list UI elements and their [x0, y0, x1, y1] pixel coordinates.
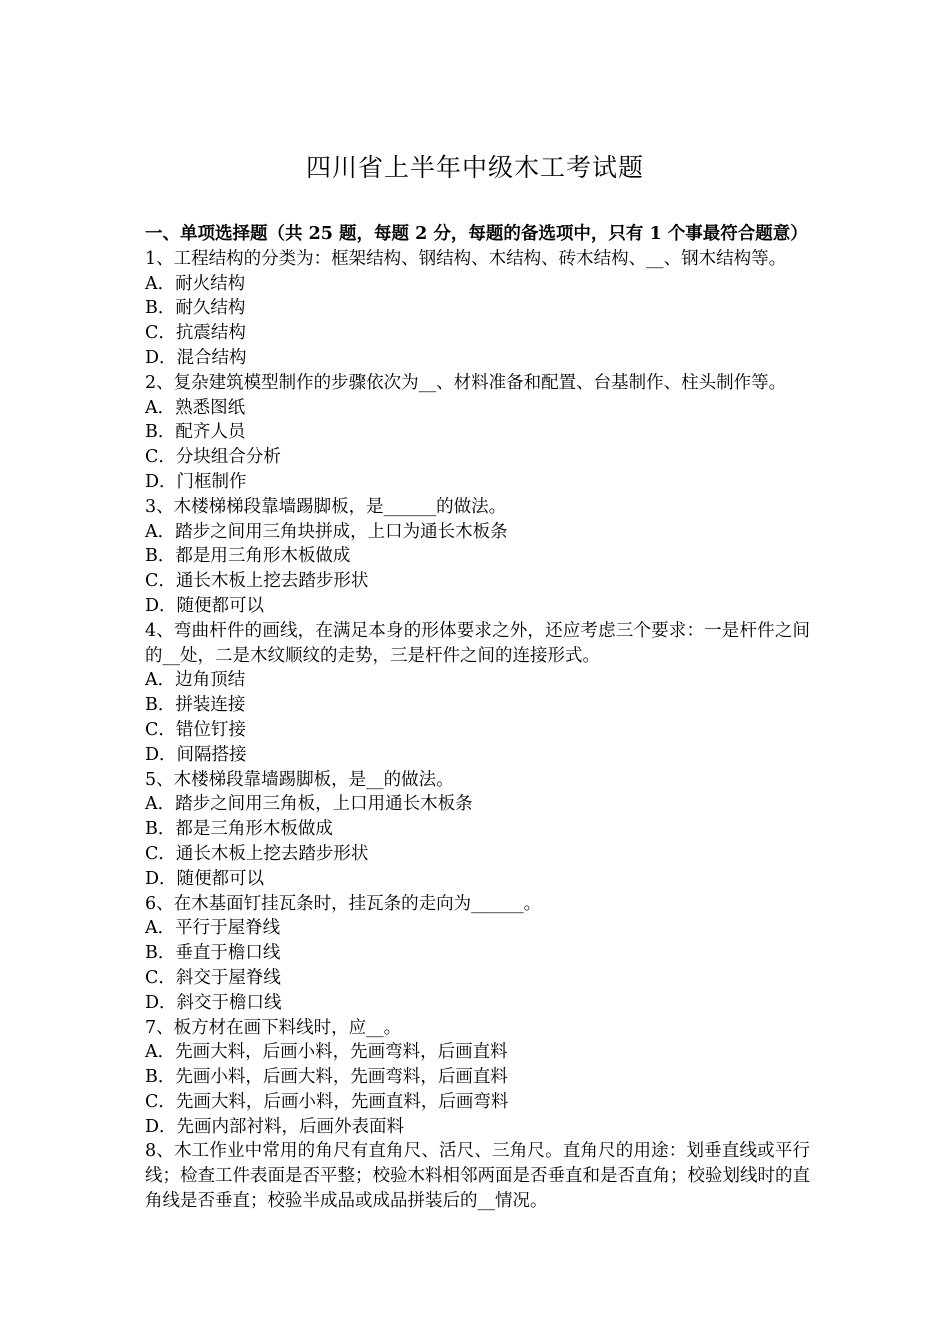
option-c: C．错位钉接 [145, 719, 246, 740]
question-text: 8、木工作业中常用的角尺有直角尺、活尺、三角尺。直角尺的用途：划垂直线或平行线；检查工件表面是否平整；校验木料相邻两面是否垂直和是否直角；校验划线时的直角线是否垂直；校验半成品或成品拼装后的__情况。 [145, 1141, 810, 1212]
option-a: A．耐火结构 [145, 273, 246, 294]
option-d: D．随便都可以 [145, 595, 265, 616]
option-c: C．分块组合分析 [145, 447, 281, 468]
question-2 [145, 371, 810, 495]
document-body [145, 222, 810, 1214]
question-text: 2、复杂建筑模型制作的步骤依次为__、材料准备和配置、台基制作、柱头制作等。 [145, 372, 787, 393]
option-a: A．踏步之间用三角板，上口用通长木板条 [145, 794, 473, 815]
question-5 [145, 768, 810, 892]
option-a: A．踏步之间用三角块拼成，上口为通长木板条 [145, 521, 508, 542]
question-text: 7、板方材在画下料线时，应__。 [145, 1017, 402, 1038]
question-7 [145, 1016, 810, 1140]
option-d: D．斜交于檐口线 [145, 992, 282, 1013]
question-text: 4、弯曲杆件的画线，在满足本身的形体要求之外，还应考虑三个要求：一是杆件之间的__处，二是木纹顺纹的走势，三是杆件之间的连接形式。 [145, 620, 810, 666]
option-d: D．随便都可以 [145, 868, 265, 889]
option-c: C．斜交于屋脊线 [145, 967, 281, 988]
option-b: B．配齐人员 [145, 422, 246, 443]
question-text: 3、木楼梯梯段靠墙踢脚板，是______的做法。 [145, 496, 507, 517]
option-d: D．先画内部衬料，后画外表面料 [145, 1116, 405, 1137]
page-title: 四川省上半年中级木工考试题 [305, 153, 644, 182]
question-6 [145, 892, 810, 1016]
option-b: B．耐久结构 [145, 298, 246, 319]
question-1 [145, 247, 810, 371]
option-a: A．边角顶结 [145, 670, 246, 691]
question-text: 6、在木基面钉挂瓦条时，挂瓦条的走向为______。 [145, 893, 542, 914]
section-heading: 一、单项选择题（共 25 题，每题 2 分，每题的备选项中，只有 1 个事最符合题意） [145, 224, 808, 244]
option-b: B．先画小料，后画大料，先画弯料，后画直料 [145, 1067, 508, 1088]
option-c: C．通长木板上挖去踏步形状 [145, 843, 369, 864]
question-text: 5、木楼梯段靠墙踢脚板，是__的做法。 [145, 769, 454, 790]
question-8 [145, 1139, 810, 1213]
option-c: C．抗震结构 [145, 323, 246, 344]
option-d: D．门框制作 [145, 471, 247, 492]
option-c: C．先画大料，后画小料，先画直料，后画弯料 [145, 1091, 509, 1112]
question-4 [145, 619, 810, 768]
option-b: B．垂直于檐口线 [145, 943, 281, 964]
option-b: B．都是用三角形木板做成 [145, 546, 351, 567]
option-c: C．通长木板上挖去踏步形状 [145, 571, 369, 592]
option-d: D．混合结构 [145, 347, 247, 368]
option-b: B．都是三角形木板做成 [145, 819, 333, 840]
question-3 [145, 495, 810, 619]
question-text: 1、工程结构的分类为：框架结构、钢结构、木结构、砖木结构、__、钢木结构等。 [145, 248, 787, 269]
option-d: D．间隔搭接 [145, 744, 247, 765]
option-a: A．平行于屋脊线 [145, 918, 281, 939]
option-b: B．拼装连接 [145, 695, 246, 716]
option-a: A．熟悉图纸 [145, 397, 246, 418]
option-a: A．先画大料，后画小料，先画弯料，后画直料 [145, 1042, 508, 1063]
